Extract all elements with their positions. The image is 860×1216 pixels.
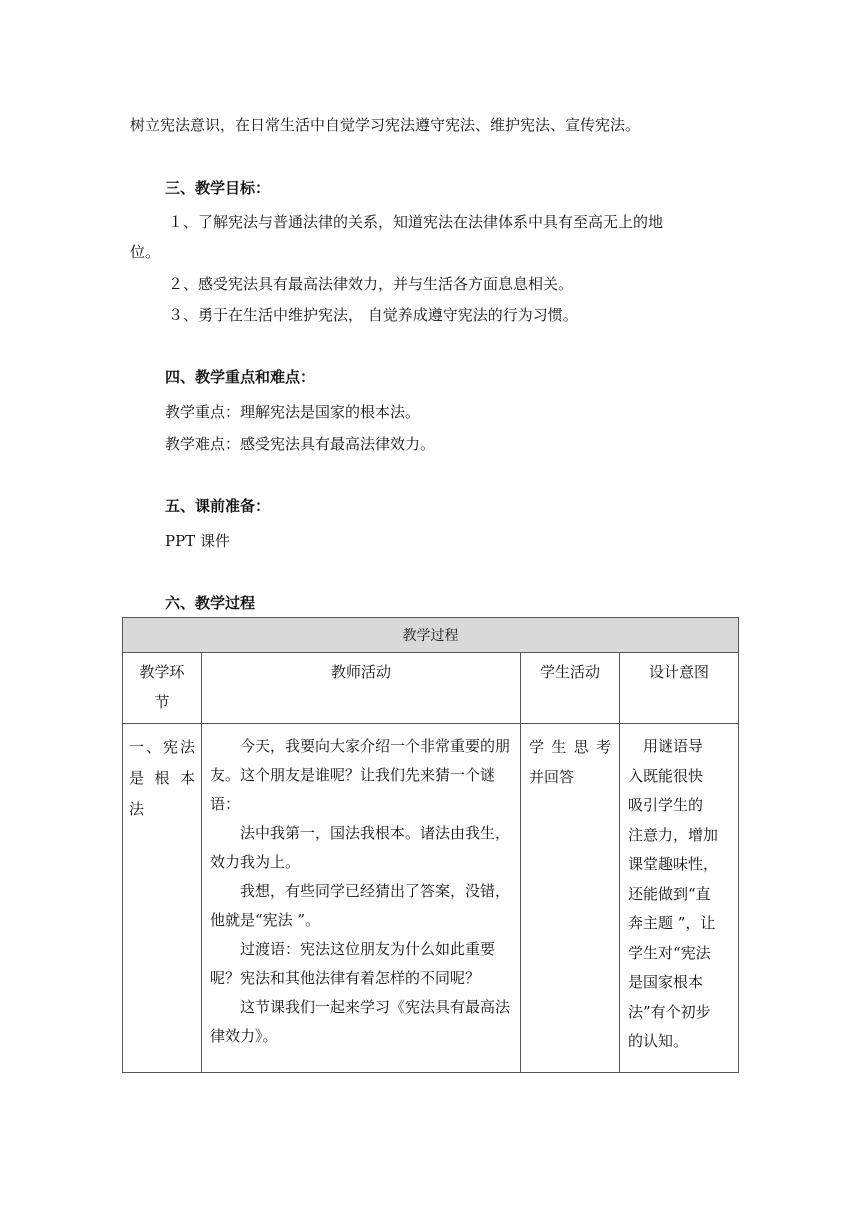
intent-line: 注意力，增加	[628, 825, 719, 844]
design-intent-cell	[620, 724, 739, 1073]
key-point: 教学重点：理解宪法是国家的根本法。	[165, 403, 421, 421]
intent-line: 用谜语导	[628, 737, 704, 755]
teacher-activity-cell	[202, 724, 521, 1073]
student-activity-cell	[521, 724, 620, 1073]
intent-line: 的认知。	[628, 1032, 689, 1050]
header-student: 学生活动	[521, 653, 620, 724]
teacher-paragraph: 法中我第一，国法我根本。诸法由我生，效力我为上。	[210, 824, 511, 871]
teacher-paragraph: 过渡语：宪法这位朋友为什么如此重要呢？宪法和其他法律有着怎样的不同呢？	[210, 940, 496, 987]
goal-2: ２、感受宪法具有最高法律效力，并与生活各方面息息相关。	[168, 275, 574, 293]
teacher-paragraph: 我想，有些同学已经猜出了答案，没错，他就是“宪法 ”。	[210, 882, 511, 929]
intent-line: 学生对“宪法	[628, 943, 711, 962]
stage-line-1: 一、宪法	[129, 738, 195, 756]
prep-material: PPT 课件	[165, 532, 230, 550]
stage-cell	[123, 724, 202, 1073]
section-3-heading: 三、教学目标：	[165, 179, 271, 197]
stage-line-2: 是根本	[129, 769, 195, 787]
header-teacher: 教师活动	[202, 653, 521, 724]
intent-line: 吸引学生的	[628, 796, 704, 814]
intent-line: 是国家根本	[628, 973, 704, 991]
table-row	[123, 724, 739, 1073]
teacher-paragraph: 今天，我要向大家介绍一个非常重要的朋友。这个朋友是谁呢？让我们先来猜一个谜语：	[210, 737, 511, 813]
section-5-heading: 五、课前准备：	[165, 497, 271, 515]
section-4-heading: 四、教学重点和难点：	[165, 368, 316, 386]
header-intent: 设计意图	[620, 653, 739, 724]
goal-1-line-2: 位。	[130, 243, 161, 261]
intent-line: 还能做到“直	[628, 884, 711, 903]
teacher-paragraph: 这节课我们一起来学习《宪法具有最高法律效力》。	[210, 998, 511, 1045]
intent-line: 奔主题 ”，让	[628, 914, 716, 932]
table-title: 教学过程	[123, 618, 739, 653]
difficulty: 教学难点：感受宪法具有最高法律效力。	[165, 435, 436, 453]
stage-line-3: 法	[129, 800, 145, 818]
teaching-process-table	[122, 617, 739, 1073]
goal-3: ３、勇于在生活中维护宪法， 自觉养成遵守宪法的行为习惯。	[168, 306, 578, 324]
section-6-heading: 六、教学过程	[165, 594, 256, 612]
intro-continued-line: 树立宪法意识，在日常生活中自觉学习宪法遵守宪法、维护宪法、宣传宪法。	[130, 116, 641, 134]
header-stage-line-1: 教学环	[139, 663, 185, 681]
intent-line: 课堂趣味性，	[628, 855, 719, 873]
header-stage	[123, 653, 202, 724]
intent-line: 入既能很快	[628, 766, 704, 785]
student-line-1: 学生思考	[529, 738, 611, 756]
student-line-2: 并回答	[529, 768, 575, 786]
intent-line: 法”有个初步	[628, 1002, 711, 1021]
header-stage-line-2: 节	[154, 693, 170, 711]
goal-1-line-1: １、了解宪法与普通法律的关系，知道宪法在法律体系中具有至高无上的地	[168, 213, 664, 231]
